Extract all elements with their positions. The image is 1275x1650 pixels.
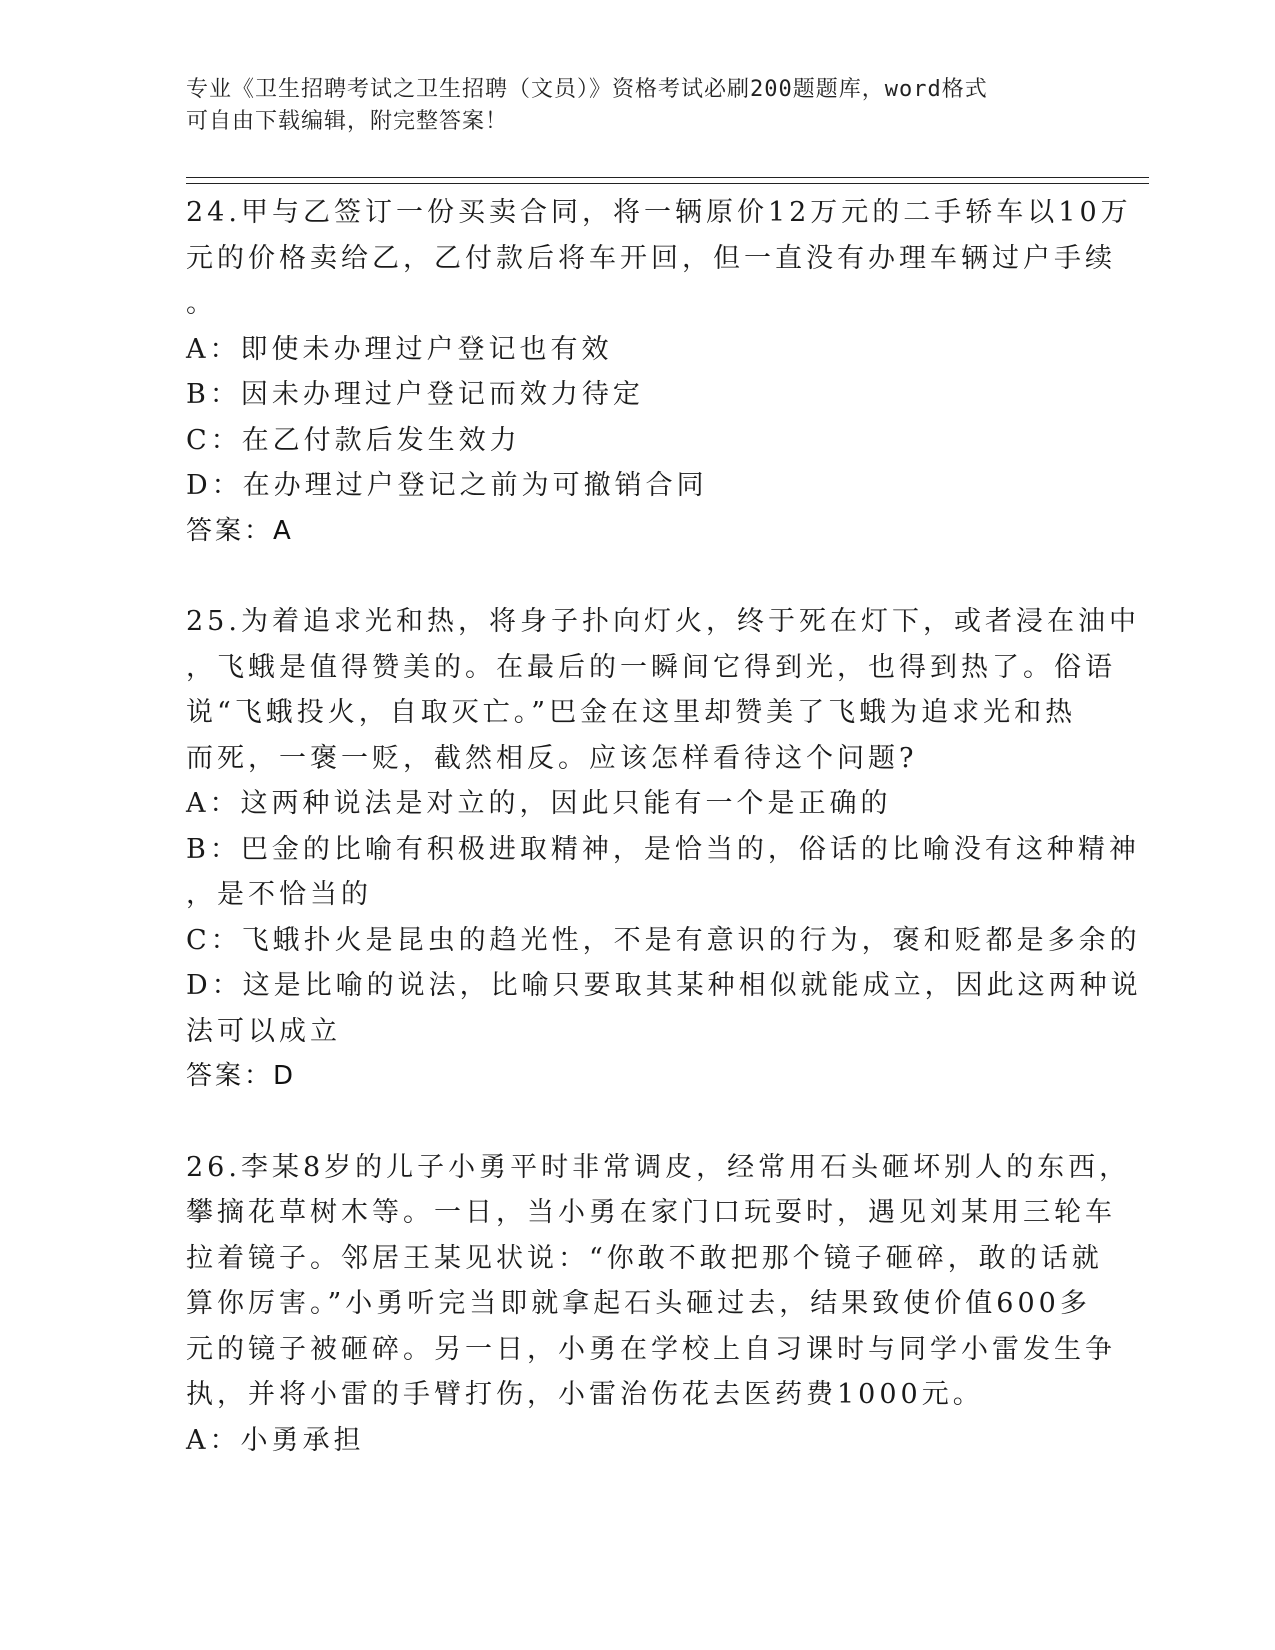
document-header <box>186 74 1086 138</box>
question-stem-line: 攀摘花草树木等。一日，当小勇在家门口玩耍时，遇见刘某用三轮车 <box>186 1197 1116 1228</box>
question-stem-line: 算你厉害。”小勇听完当即就拿起石头砸过去，结果致使价值600多 <box>186 1288 1091 1319</box>
question-stem-line: 25.为着追求光和热，将身子扑向灯火，终于死在灯下，或者浸在油中 <box>186 606 1140 637</box>
question-stem-line: 说“飞蛾投火，自取灭亡。”巴金在这里却赞美了飞蛾为追求光和热 <box>186 697 1077 728</box>
option-a: A：小勇承担 <box>186 1424 365 1456</box>
question-stem-line: 而死，一褒一贬，截然相反。应该怎样看待这个问题? <box>186 742 918 774</box>
question-gap <box>186 554 1086 599</box>
question-gap <box>186 1100 1086 1145</box>
option-a: A：这两种说法是对立的，因此只能有一个是正确的 <box>186 788 892 819</box>
option-b: B：因未办理过户登记而效力待定 <box>186 379 644 410</box>
option-b-continued: ，是不恰当的 <box>186 879 372 910</box>
question-25 <box>186 599 1142 1100</box>
option-d: D：这是比喻的说法，比喻只要取其某种相似就能成立，因此这两种说 <box>186 970 1142 1001</box>
header-rule-bottom <box>186 183 1149 184</box>
question-24 <box>186 190 1132 554</box>
question-stem-line: 元的价格卖给乙，乙付款后将车开回，但一直没有办理车辆过户手续 <box>186 242 1116 274</box>
header-rule-top <box>186 177 1149 178</box>
question-stem-line: 拉着镜子。邻居王某见状说：“你敢不敢把那个镜子砸碎，敢的话就 <box>186 1242 1103 1274</box>
header-line: 可自由下载编辑，附完整答案！ <box>186 109 509 134</box>
question-stem-line: 26.李某8岁的儿子小勇平时非常调皮，经常用石头砸坏别人的东西， <box>186 1151 1131 1183</box>
question-stem-line: 元的镜子被砸碎。另一日，小勇在学校上自习课时与同学小雷发生争 <box>186 1333 1116 1365</box>
header-line: 专业《卫生招聘考试之卫生招聘（文员）》资格考试必刷200题题库，word格式 <box>186 77 988 102</box>
question-list <box>186 190 1142 1463</box>
option-c: C：在乙付款后发生效力 <box>186 424 521 456</box>
option-c: C：飞蛾扑火是昆虫的趋光性，不是有意识的行为，褒和贬都是多余的 <box>186 924 1141 956</box>
answer-label: 答案：A <box>186 515 294 546</box>
question-stem-line: 。 <box>186 288 217 319</box>
option-b: B：巴金的比喻有积极进取精神，是恰当的，俗话的比喻没有这种精神 <box>186 833 1140 865</box>
question-stem-line: 24.甲与乙签订一份买卖合同，将一辆原价12万元的二手轿车以10万 <box>186 197 1132 228</box>
question-26 <box>186 1145 1131 1464</box>
option-d-continued: 法可以成立 <box>186 1015 341 1047</box>
question-stem-line: ，飞蛾是值得赞美的。在最后的一瞬间它得到光，也得到热了。俗语 <box>186 651 1116 683</box>
answer-label: 答案：D <box>186 1061 297 1091</box>
option-d: D：在办理过户登记之前为可撤销合同 <box>186 470 708 501</box>
question-stem-line: 执，并将小雷的手臂打伤，小雷治伤花去医药费1000元。 <box>186 1379 984 1410</box>
option-a: A：即使未办理过户登记也有效 <box>186 333 613 365</box>
